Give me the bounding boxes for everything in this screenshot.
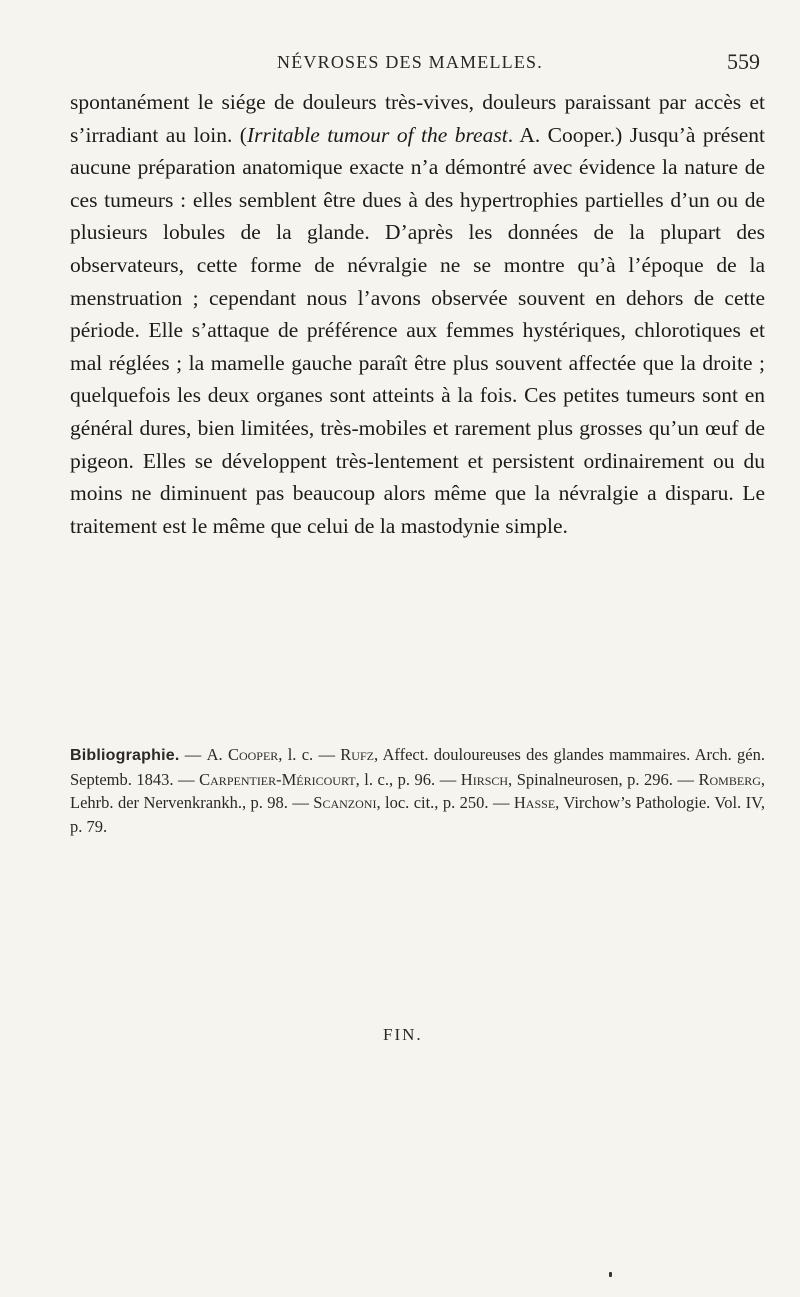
italic-title: Irritable tumour of the breast bbox=[246, 122, 508, 147]
bibliography-author: Hasse bbox=[513, 793, 556, 812]
body-text-part-2: . A. Cooper.) Jusqu’à présent aucune préparation anatomique exacte n’a démontré avec évidence la nature de ces tumeurs : elles semblent être dues à des hypertrophies partielles d’un ou de plusieurs lobules de la glande. D’après les données de la plupart des observateurs, cette forme de névralgie ne se montre qu’à l’époque de la menstruation ; cependant nous l’avons observée souvent en dehors de cette période. Elle s’attaque de préférence aux femmes hystériques, chlorotiques et mal réglées ; la mamelle gauche paraît être plus souvent affectée que la droite ; quelquefois les deux organes sont atteints à la fois. Ces petites tumeurs sont en général dures, bien limitées, très-mobiles et rarement plus grosses qu’un œuf de pigeon. Elles se développent très-lentement et persistent ordinairement ou du moins ne diminuent pas beaucoup alors même que la névralgie a disparu. Le traitement est le même que celui de la mastodynie simple. bbox=[70, 122, 765, 538]
body-paragraph bbox=[70, 86, 765, 542]
bibliography bbox=[70, 743, 765, 838]
bibliography-text: , Affect. douloureuses des glandes mammaires. Arch. gén. Septemb. 1843. — bbox=[70, 745, 765, 789]
bibliography-text: , loc. cit., p. 250. — bbox=[376, 793, 514, 812]
ink-speck bbox=[609, 1272, 612, 1277]
bibliography-text: , Spinalneurosen, p. 296. — bbox=[508, 769, 699, 789]
bibliography-text: , Virchow’s Pathologie. Vol. IV, p. 79. bbox=[70, 793, 765, 836]
page-number: 559 bbox=[727, 49, 760, 74]
running-title: NÉVROSES DES MAMELLES. bbox=[277, 52, 543, 72]
bibliography-author: Scanzoni bbox=[313, 793, 377, 812]
bibliography-text: — bbox=[179, 745, 207, 764]
bibliography-label: Bibliographie. bbox=[70, 747, 180, 764]
bibliography-author: Rufz bbox=[340, 745, 374, 764]
bibliography-author: Carpentier-Méricourt bbox=[199, 769, 356, 789]
bibliography-author: Romberg bbox=[698, 769, 761, 789]
bibliography-text: , l. c., p. 96. — bbox=[355, 769, 461, 789]
bibliography-text: , Lehrb. der Nervenkrankh., p. 98. — bbox=[70, 769, 765, 812]
running-head bbox=[60, 49, 760, 82]
bibliography-text: , l. c. — bbox=[278, 745, 341, 764]
bibliography-author: A. Cooper bbox=[206, 745, 279, 764]
body-text-part-1: spontanément le siége de douleurs très-vives, douleurs paraissant par accès et s’irradiant au loin. ( bbox=[70, 90, 765, 147]
end-mark: FIN. bbox=[383, 1025, 423, 1044]
bibliography-author: Hirsch bbox=[460, 769, 509, 789]
